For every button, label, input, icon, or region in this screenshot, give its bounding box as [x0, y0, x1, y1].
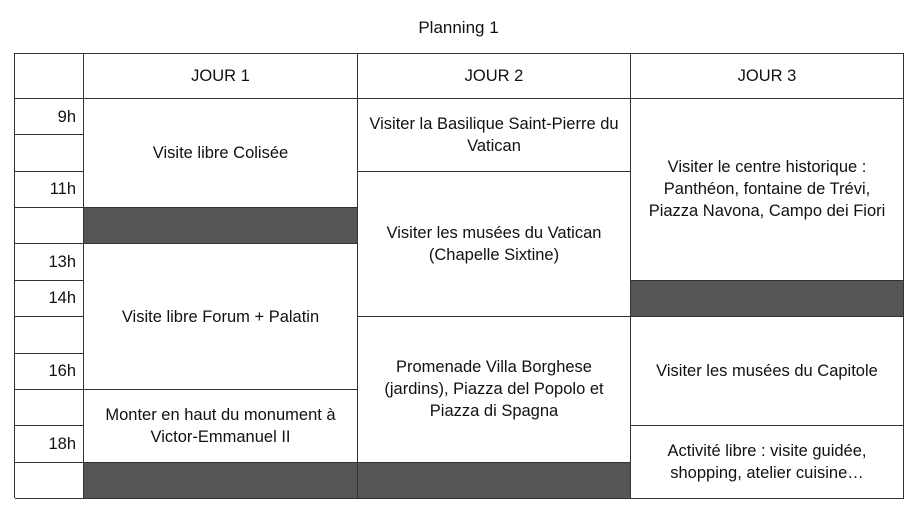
corner-cell [15, 54, 84, 99]
header-day-2: JOUR 2 [358, 54, 631, 99]
day3-centre: Visiter le centre historique : Panthéon, fontaine de Trévi, Piazza Navona, Campo dei Fiori [631, 99, 904, 281]
hour-cell: 9h [15, 99, 84, 135]
day1-forum: Visite libre Forum + Palatin [84, 244, 358, 389]
day1-evening-break [84, 463, 358, 499]
hour-cell [15, 390, 84, 426]
day2-musees: Visiter les musées du Vatican (Chapelle Sixtine) [358, 172, 631, 317]
day3-libre: Activité libre : visite guidée, shopping, atelier cuisine… [631, 426, 904, 499]
hour-cell: 16h [15, 354, 84, 390]
header-day-3: JOUR 3 [631, 54, 904, 99]
day2-evening-break [358, 463, 631, 499]
day2-basilique: Visiter la Basilique Saint-Pierre du Vatican [358, 99, 631, 172]
hour-cell: 18h [15, 426, 84, 462]
hour-cell: 14h [15, 281, 84, 317]
page-title: Planning 1 [418, 18, 499, 37]
header-day-1: JOUR 1 [84, 54, 358, 99]
hour-cell [15, 208, 84, 244]
day2-borghese: Promenade Villa Borghese (jardins), Piazza del Popolo et Piazza di Spagna [358, 317, 631, 462]
day1-break [84, 208, 358, 244]
schedule-table [14, 53, 904, 498]
day3-break [631, 281, 904, 317]
hour-cell [15, 317, 84, 353]
hour-cell [15, 135, 84, 171]
day3-capitole: Visiter les musées du Capitole [631, 317, 904, 426]
hour-cell: 11h [15, 172, 84, 208]
hour-cell: 13h [15, 244, 84, 280]
day1-colisee: Visite libre Colisée [84, 99, 358, 208]
day1-monument: Monter en haut du monument à Victor-Emmanuel II [84, 390, 358, 463]
hour-cell [15, 463, 84, 499]
